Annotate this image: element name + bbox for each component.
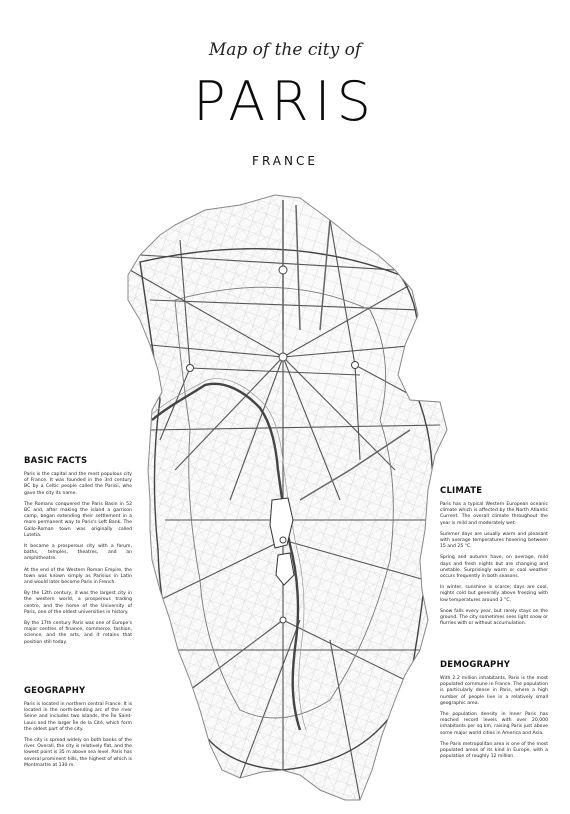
basic-facts-paragraph: By the 12th century, it was the largest city in the western world, a prosperous trading centre, and the home of the University of Paris, one of the oldest universities in history. (24, 591, 132, 615)
map-title: PARIS (193, 70, 377, 133)
demography-heading: DEMOGRAPHY (440, 660, 511, 670)
demography-paragraph: The population density in Inner Paris has reached record levels with over 20,000 inhabitants per sq km, raising Paris just above some major world cities in America and Asia. (440, 712, 548, 736)
basic-facts-paragraph: By the 17th century Paris was one of Europe's major centres of finance, commerce, fashion, science, and the arts, and it retains that position still today. (24, 621, 132, 645)
climate-paragraph: In winter, sunshine is scarce; days are cool, nights cold but generally above freezing with low temperatures around 3 °C. (440, 585, 548, 603)
demography-paragraph: With 2.2 million inhabitants, Paris is the most populated commune in France. The population is particularly dense in Paris, where a high number of people live in a relatively small geographic area. (440, 676, 548, 706)
map-subtitle: Map of the city of (208, 40, 362, 60)
basic-facts-panel (24, 456, 132, 651)
basic-facts-paragraph: The Romans conquered the Paris Basin in 52 BC and, after making the island a garrison camp, began extending their settlement in a more permanent way to Paris's Left Bank. The Gallo-Roman town was originally called Lutetia. (24, 501, 132, 538)
geography-paragraph: Paris is located in northern central France. It is located in the north-bending arc of the river Seine and includes two islands, the Île Saint-Louis and the larger Île de la Cité, which form the oldest part of the city. (24, 702, 132, 732)
map-country: FRANCE (252, 154, 318, 168)
demography-paragraph: The Paris metropolitan area is one of the most populated areas of its kind in Europe, with a population of roughly 12 million. (440, 741, 548, 760)
climate-paragraph: Paris has a typical Western European oceanic climate which is affected by the North Atlantic Current. The overall climate throughout the year is mild and moderately wet. (440, 502, 548, 526)
basic-facts-paragraph: Paris is the capital and the most populous city of France. It was founded in the 3rd century BC by a Celtic people called the Parisii, who gave the city its name. (24, 472, 132, 496)
geography-panel (24, 686, 132, 774)
geography-heading: GEOGRAPHY (24, 686, 86, 696)
climate-paragraph: Summer days are usually warm and pleasant with average temperatures hovering between 15 and 25 °C. (440, 531, 548, 550)
climate-paragraph: Snow falls every year, but rarely stays on the ground. The city sometimes sees light snow or flurries with or without accumulation. (440, 608, 548, 627)
basic-facts-paragraph: At the end of the Western Roman Empire, the town was known simply as Parisius in Latin and would later become Paris in French. (24, 567, 132, 586)
basic-facts-paragraph: It became a prosperous city with a forum, baths, temples, theatres, and an amphitheatre. (24, 544, 132, 562)
climate-heading: CLIMATE (440, 486, 483, 496)
demography-panel (440, 660, 548, 765)
geography-paragraph: The city is spread widely on both banks of the river. Overall, the city is relatively flat, and the lowest point is 35 m above sea level. Paris has several prominent hills, the highest of which is Montmartre at 130 m. (24, 738, 132, 768)
climate-panel (440, 486, 548, 632)
climate-paragraph: Spring and autumn have, on average, mild days and fresh nights but are changing and unstable. Surprisingly warm or cool weather occurs frequently in both seasons. (440, 555, 548, 580)
basic-facts-heading: BASIC FACTS (24, 456, 88, 466)
